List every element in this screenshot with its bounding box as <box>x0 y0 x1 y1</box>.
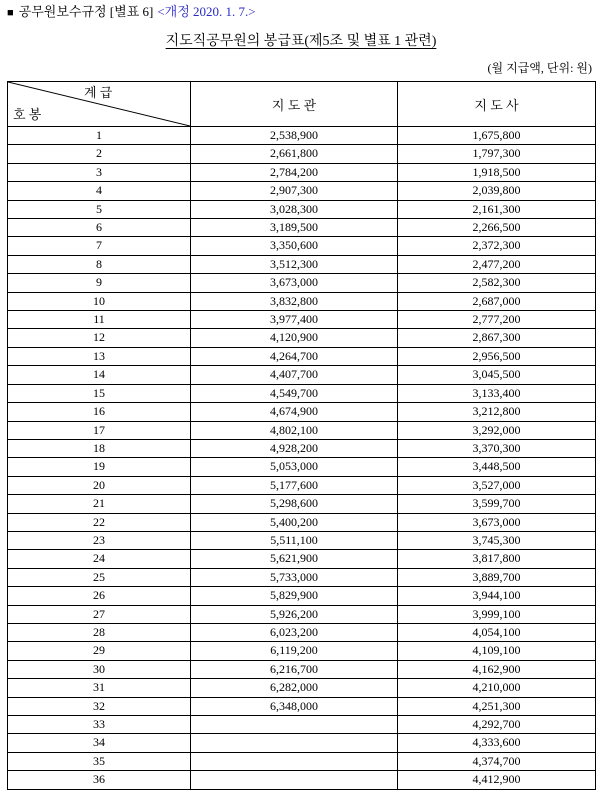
table-row <box>8 292 596 310</box>
step-cell: 31 <box>8 679 191 697</box>
column-header-jidosa: 지 도 사 <box>398 82 596 127</box>
table-row <box>8 145 596 163</box>
step-cell: 14 <box>8 366 191 384</box>
jidosa-salary-cell: 2,372,300 <box>398 237 596 255</box>
table-row <box>8 182 596 200</box>
step-cell: 28 <box>8 623 191 641</box>
jidosa-salary-cell: 3,370,300 <box>398 439 596 457</box>
jidogwan-salary-cell: 5,177,600 <box>191 476 398 494</box>
jidogwan-salary-cell: 5,511,100 <box>191 531 398 549</box>
jidogwan-salary-cell: 4,407,700 <box>191 366 398 384</box>
jidogwan-salary-cell: 5,733,000 <box>191 568 398 586</box>
document-title: 지도직공무원의 봉급표(제5조 및 별표 1 관련) <box>165 34 437 49</box>
revision-note: <개정 2020. 1. 7.> <box>157 4 256 19</box>
jidosa-salary-cell: 4,054,100 <box>398 623 596 641</box>
jidosa-salary-cell: 4,292,700 <box>398 716 596 734</box>
jidosa-salary-cell: 3,292,000 <box>398 421 596 439</box>
jidogwan-salary-cell: 2,907,300 <box>191 182 398 200</box>
table-row <box>8 200 596 218</box>
jidogwan-salary-cell: 4,120,900 <box>191 329 398 347</box>
step-cell: 24 <box>8 550 191 568</box>
table-row <box>8 642 596 660</box>
jidogwan-salary-cell: 3,028,300 <box>191 200 398 218</box>
jidogwan-salary-cell <box>191 771 398 789</box>
jidosa-salary-cell: 4,251,300 <box>398 697 596 715</box>
jidogwan-salary-cell: 3,832,800 <box>191 292 398 310</box>
table-row <box>8 274 596 292</box>
step-cell: 21 <box>8 495 191 513</box>
table-row <box>8 531 596 549</box>
table-row <box>8 660 596 678</box>
jidosa-salary-cell: 3,527,000 <box>398 476 596 494</box>
step-cell: 22 <box>8 513 191 531</box>
step-cell: 23 <box>8 531 191 549</box>
step-cell: 19 <box>8 458 191 476</box>
jidogwan-salary-cell: 3,977,400 <box>191 311 398 329</box>
jidogwan-salary-cell: 5,621,900 <box>191 550 398 568</box>
table-row <box>8 403 596 421</box>
step-cell: 18 <box>8 439 191 457</box>
jidogwan-salary-cell: 5,400,200 <box>191 513 398 531</box>
jidosa-salary-cell: 2,956,500 <box>398 347 596 365</box>
jidosa-salary-cell: 3,045,500 <box>398 366 596 384</box>
table-row <box>8 771 596 789</box>
step-cell: 10 <box>8 292 191 310</box>
table-row <box>8 127 596 145</box>
step-cell: 20 <box>8 476 191 494</box>
jidogwan-salary-cell: 2,538,900 <box>191 127 398 145</box>
step-cell: 6 <box>8 219 191 237</box>
jidogwan-salary-cell: 5,829,900 <box>191 587 398 605</box>
step-cell: 35 <box>8 752 191 770</box>
corner-header-cell <box>8 82 191 127</box>
jidosa-salary-cell: 3,817,800 <box>398 550 596 568</box>
step-cell: 1 <box>8 127 191 145</box>
jidosa-salary-cell: 2,039,800 <box>398 182 596 200</box>
table-row <box>8 513 596 531</box>
jidosa-salary-cell: 3,599,700 <box>398 495 596 513</box>
table-row <box>8 752 596 770</box>
step-cell: 15 <box>8 384 191 402</box>
step-cell: 16 <box>8 403 191 421</box>
step-cell: 5 <box>8 200 191 218</box>
salary-table <box>7 81 596 790</box>
salary-table-body <box>8 127 596 790</box>
jidogwan-salary-cell: 4,264,700 <box>191 347 398 365</box>
column-header-jidogwan: 지 도 관 <box>191 82 398 127</box>
square-bullet-icon: ■ <box>7 7 14 19</box>
jidogwan-salary-cell: 3,512,300 <box>191 255 398 273</box>
step-cell: 7 <box>8 237 191 255</box>
jidosa-salary-cell: 2,477,200 <box>398 255 596 273</box>
table-row <box>8 347 596 365</box>
jidogwan-salary-cell: 3,673,000 <box>191 274 398 292</box>
jidogwan-salary-cell: 3,350,600 <box>191 237 398 255</box>
table-row <box>8 237 596 255</box>
step-cell: 29 <box>8 642 191 660</box>
table-row <box>8 623 596 641</box>
unit-note: (월 지급액, 단위: 원) <box>487 61 592 75</box>
jidogwan-salary-cell: 4,549,700 <box>191 384 398 402</box>
jidogwan-salary-cell: 4,674,900 <box>191 403 398 421</box>
jidosa-salary-cell: 2,687,000 <box>398 292 596 310</box>
table-row <box>8 734 596 752</box>
jidosa-salary-cell: 3,889,700 <box>398 568 596 586</box>
table-row <box>8 329 596 347</box>
step-cell: 12 <box>8 329 191 347</box>
jidosa-salary-cell: 3,999,100 <box>398 605 596 623</box>
jidosa-salary-cell: 3,212,800 <box>398 403 596 421</box>
step-cell: 32 <box>8 697 191 715</box>
jidogwan-salary-cell: 6,216,700 <box>191 660 398 678</box>
table-row <box>8 550 596 568</box>
regulation-title: 공무원보수규정 [별표 6] <box>18 4 154 19</box>
jidosa-salary-cell: 4,333,600 <box>398 734 596 752</box>
table-row <box>8 219 596 237</box>
step-cell: 13 <box>8 347 191 365</box>
jidogwan-salary-cell: 2,784,200 <box>191 163 398 181</box>
table-row <box>8 366 596 384</box>
jidogwan-salary-cell: 5,298,600 <box>191 495 398 513</box>
step-cell: 34 <box>8 734 191 752</box>
jidosa-salary-cell: 1,675,800 <box>398 127 596 145</box>
step-cell: 36 <box>8 771 191 789</box>
table-row <box>8 458 596 476</box>
table-row <box>8 255 596 273</box>
step-cell: 25 <box>8 568 191 586</box>
jidosa-salary-cell: 3,673,000 <box>398 513 596 531</box>
step-cell: 8 <box>8 255 191 273</box>
table-header-row <box>8 82 596 127</box>
jidogwan-salary-cell: 6,023,200 <box>191 623 398 641</box>
jidogwan-salary-cell: 6,119,200 <box>191 642 398 660</box>
jidogwan-salary-cell: 5,926,200 <box>191 605 398 623</box>
jidosa-salary-cell: 2,161,300 <box>398 200 596 218</box>
jidosa-salary-cell: 2,582,300 <box>398 274 596 292</box>
corner-label-grade: 계 급 <box>84 85 113 100</box>
step-cell: 3 <box>8 163 191 181</box>
jidosa-salary-cell: 3,944,100 <box>398 587 596 605</box>
table-row <box>8 587 596 605</box>
table-row <box>8 495 596 513</box>
table-row <box>8 679 596 697</box>
jidosa-salary-cell: 3,745,300 <box>398 531 596 549</box>
jidogwan-salary-cell: 3,189,500 <box>191 219 398 237</box>
jidogwan-salary-cell: 5,053,000 <box>191 458 398 476</box>
jidosa-salary-cell: 3,448,500 <box>398 458 596 476</box>
jidosa-salary-cell: 1,918,500 <box>398 163 596 181</box>
step-cell: 9 <box>8 274 191 292</box>
jidosa-salary-cell: 4,412,900 <box>398 771 596 789</box>
jidogwan-salary-cell: 6,282,000 <box>191 679 398 697</box>
table-row <box>8 163 596 181</box>
table-row <box>8 384 596 402</box>
step-cell: 2 <box>8 145 191 163</box>
jidosa-salary-cell: 2,777,200 <box>398 311 596 329</box>
step-cell: 27 <box>8 605 191 623</box>
step-cell: 11 <box>8 311 191 329</box>
step-cell: 26 <box>8 587 191 605</box>
jidosa-salary-cell: 4,162,900 <box>398 660 596 678</box>
jidosa-salary-cell: 3,133,400 <box>398 384 596 402</box>
table-row <box>8 716 596 734</box>
table-row <box>8 311 596 329</box>
step-cell: 33 <box>8 716 191 734</box>
table-row <box>8 439 596 457</box>
step-cell: 17 <box>8 421 191 439</box>
jidosa-salary-cell: 1,797,300 <box>398 145 596 163</box>
table-row <box>8 605 596 623</box>
corner-label-step: 호 봉 <box>13 107 42 122</box>
jidosa-salary-cell: 4,210,000 <box>398 679 596 697</box>
jidogwan-salary-cell: 6,348,000 <box>191 697 398 715</box>
jidosa-salary-cell: 2,266,500 <box>398 219 596 237</box>
jidogwan-salary-cell: 4,928,200 <box>191 439 398 457</box>
table-row <box>8 568 596 586</box>
jidosa-salary-cell: 2,867,300 <box>398 329 596 347</box>
jidosa-salary-cell: 4,374,700 <box>398 752 596 770</box>
jidosa-salary-cell: 4,109,100 <box>398 642 596 660</box>
table-row <box>8 421 596 439</box>
jidogwan-salary-cell: 2,661,800 <box>191 145 398 163</box>
step-cell: 4 <box>8 182 191 200</box>
jidogwan-salary-cell <box>191 716 398 734</box>
table-row <box>8 476 596 494</box>
document-title-line <box>7 33 595 51</box>
jidogwan-salary-cell <box>191 734 398 752</box>
jidogwan-salary-cell: 4,802,100 <box>191 421 398 439</box>
regulation-header <box>7 3 595 22</box>
table-row <box>8 697 596 715</box>
step-cell: 30 <box>8 660 191 678</box>
jidogwan-salary-cell <box>191 752 398 770</box>
